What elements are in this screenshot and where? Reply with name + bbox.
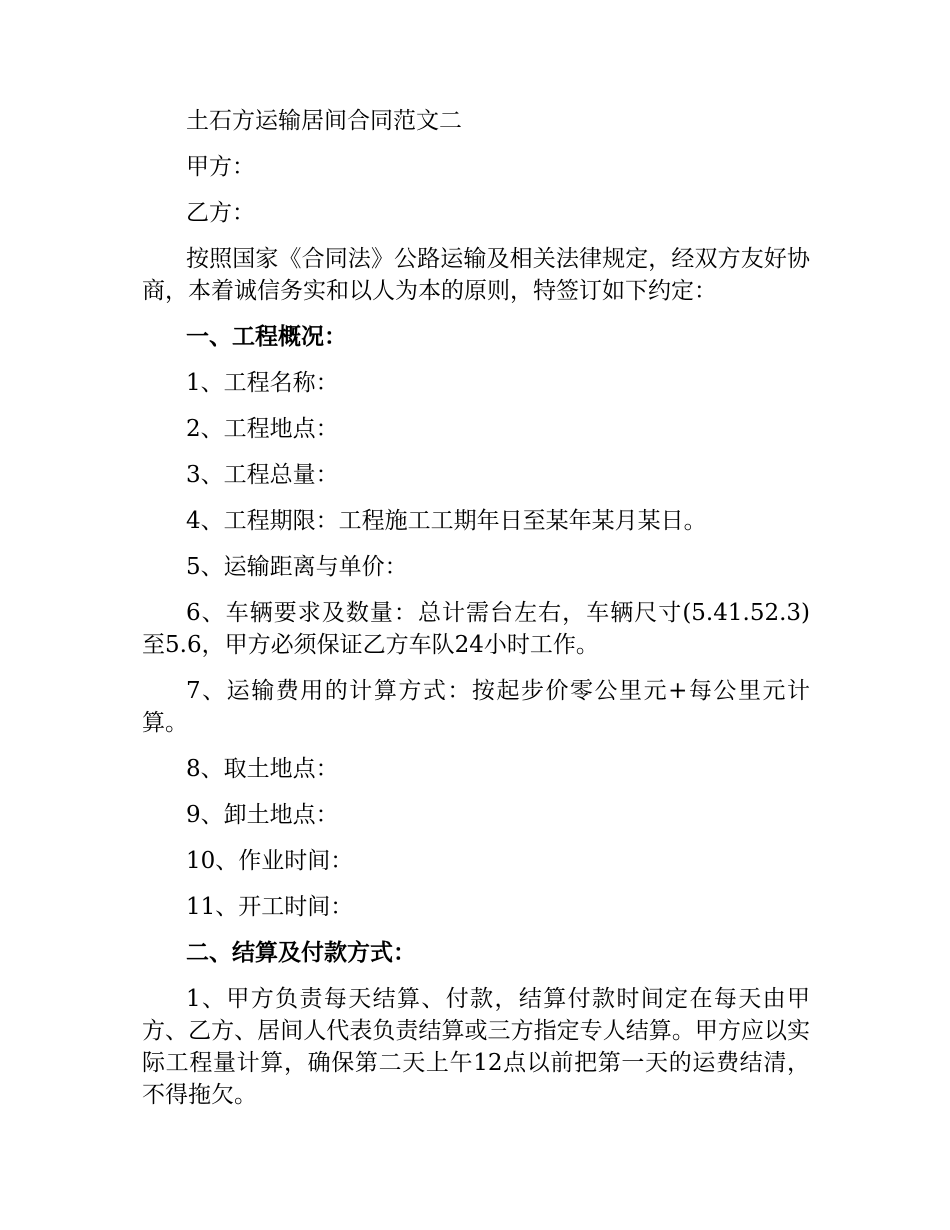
section1-item: 7、运输费用的计算方式：按起步价零公里元+每公里元计算。 xyxy=(142,678,810,736)
party-b-line: 乙方： xyxy=(186,200,255,226)
section1-heading: 一、工程概况： xyxy=(186,323,347,350)
section1-item: 10、作业时间： xyxy=(186,848,354,874)
section1-item: 8、取土地点： xyxy=(186,756,339,782)
section2-heading: 二、结算及付款方式： xyxy=(186,939,416,966)
section1-item: 4、工程期限：工程施工工期年日至某年某月某日。 xyxy=(186,508,707,534)
section1-item: 5、运输距离与单价： xyxy=(186,554,408,580)
section1-item: 1、工程名称： xyxy=(186,370,339,396)
document-title: 土石方运输居间合同范文二 xyxy=(186,108,462,134)
intro-paragraph: 按照国家《合同法》公路运输及相关法律规定，经双方友好协商，本着诚信务实和以人为本的原则，特签订如下约定： xyxy=(142,246,810,304)
section1-item: 11、开工时间： xyxy=(186,894,354,920)
party-a-line: 甲方： xyxy=(186,154,255,180)
section1-item: 6、车辆要求及数量：总计需台左右，车辆尺寸(5.41.52.3)至5.6，甲方必须保证乙方车队24小时工作。 xyxy=(142,600,810,658)
section1-item: 9、卸土地点： xyxy=(186,802,339,828)
document-body xyxy=(142,105,810,1125)
section2-item: 1、甲方负责每天结算、付款，结算付款时间定在每天由甲方、乙方、居间人代表负责结算或三方指定专人结算。甲方应以实际工程量计算，确保第二天上午12点以前把第一天的运费结清，不得拖欠。 xyxy=(142,986,810,1108)
section1-item: 2、工程地点： xyxy=(186,416,339,442)
section1-item: 3、工程总量： xyxy=(186,462,339,488)
